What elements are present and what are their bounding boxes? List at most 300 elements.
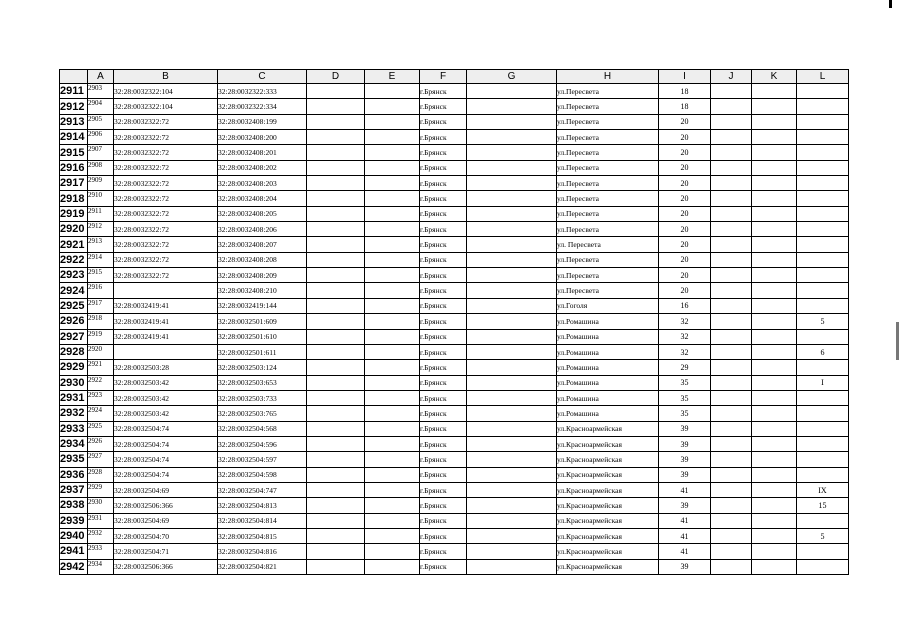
- cell-a[interactable]: 2928: [88, 467, 114, 482]
- cell-l[interactable]: [797, 436, 849, 451]
- cell-d[interactable]: [307, 176, 365, 191]
- cell-d[interactable]: [307, 314, 365, 329]
- cell-d[interactable]: [307, 84, 365, 99]
- cell-k[interactable]: [752, 145, 797, 160]
- cell-a[interactable]: 2903: [88, 84, 114, 99]
- cell-c[interactable]: 32:28:0032408:209: [218, 268, 307, 283]
- cell-f[interactable]: г.Брянск: [420, 252, 467, 267]
- cell-k[interactable]: [752, 406, 797, 421]
- cell-i[interactable]: 41: [659, 513, 711, 528]
- cell-f[interactable]: г.Брянск: [420, 283, 467, 298]
- cell-d[interactable]: [307, 406, 365, 421]
- cell-c[interactable]: 32:28:0032501:609: [218, 314, 307, 329]
- cell-a[interactable]: 2929: [88, 482, 114, 497]
- cell-j[interactable]: [711, 145, 752, 160]
- cell-e[interactable]: [365, 559, 420, 574]
- cell-c[interactable]: 32:28:0032419:144: [218, 298, 307, 313]
- cell-l[interactable]: [797, 84, 849, 99]
- cell-g[interactable]: [467, 191, 557, 206]
- cell-g[interactable]: [467, 544, 557, 559]
- cell-e[interactable]: [365, 452, 420, 467]
- cell-a[interactable]: 2910: [88, 191, 114, 206]
- cell-g[interactable]: [467, 421, 557, 436]
- cell-e[interactable]: [365, 528, 420, 543]
- cell-j[interactable]: [711, 176, 752, 191]
- cell-f[interactable]: г.Брянск: [420, 375, 467, 390]
- cell-j[interactable]: [711, 390, 752, 405]
- cell-g[interactable]: [467, 314, 557, 329]
- cell-g[interactable]: [467, 206, 557, 221]
- cell-f[interactable]: г.Брянск: [420, 145, 467, 160]
- cell-i[interactable]: 32: [659, 314, 711, 329]
- cell-h[interactable]: ул.Гоголя: [557, 298, 659, 313]
- cell-i[interactable]: 20: [659, 191, 711, 206]
- cell-e[interactable]: [365, 498, 420, 513]
- cell-g[interactable]: [467, 467, 557, 482]
- cell-i[interactable]: 20: [659, 268, 711, 283]
- cell-d[interactable]: [307, 559, 365, 574]
- cell-i[interactable]: 18: [659, 84, 711, 99]
- column-header-c[interactable]: C: [218, 70, 307, 84]
- cell-k[interactable]: [752, 436, 797, 451]
- cell-i[interactable]: 18: [659, 99, 711, 114]
- row-number-cell[interactable]: 2920: [60, 222, 88, 237]
- cell-k[interactable]: [752, 176, 797, 191]
- cell-e[interactable]: [365, 390, 420, 405]
- cell-c[interactable]: 32:28:0032504:597: [218, 452, 307, 467]
- column-header-f[interactable]: F: [420, 70, 467, 84]
- cell-d[interactable]: [307, 375, 365, 390]
- cell-l[interactable]: [797, 283, 849, 298]
- cell-a[interactable]: 2907: [88, 145, 114, 160]
- cell-g[interactable]: [467, 237, 557, 252]
- cell-k[interactable]: [752, 360, 797, 375]
- cell-l[interactable]: 6: [797, 344, 849, 359]
- cell-c[interactable]: 32:28:0032408:206: [218, 222, 307, 237]
- row-number-cell[interactable]: 2936: [60, 467, 88, 482]
- cell-j[interactable]: [711, 482, 752, 497]
- cell-b[interactable]: 32:28:0032503:42: [114, 390, 218, 405]
- cell-a[interactable]: 2917: [88, 298, 114, 313]
- cell-b[interactable]: 32:28:0032506:366: [114, 559, 218, 574]
- cell-l[interactable]: 15: [797, 498, 849, 513]
- cell-h[interactable]: ул.Красноармейская: [557, 498, 659, 513]
- cell-a[interactable]: 2909: [88, 176, 114, 191]
- cell-b[interactable]: 32:28:0032504:71: [114, 544, 218, 559]
- cell-k[interactable]: [752, 206, 797, 221]
- cell-h[interactable]: ул.Ромашина: [557, 329, 659, 344]
- row-number-cell[interactable]: 2916: [60, 160, 88, 175]
- cell-a[interactable]: 2934: [88, 559, 114, 574]
- cell-k[interactable]: [752, 160, 797, 175]
- cell-j[interactable]: [711, 237, 752, 252]
- cell-a[interactable]: 2912: [88, 222, 114, 237]
- cell-b[interactable]: 32:28:0032504:69: [114, 513, 218, 528]
- cell-d[interactable]: [307, 513, 365, 528]
- cell-l[interactable]: [797, 160, 849, 175]
- cell-d[interactable]: [307, 498, 365, 513]
- cell-l[interactable]: I: [797, 375, 849, 390]
- cell-d[interactable]: [307, 360, 365, 375]
- cell-a[interactable]: 2904: [88, 99, 114, 114]
- cell-h[interactable]: ул.Красноармейская: [557, 421, 659, 436]
- cell-f[interactable]: г.Брянск: [420, 114, 467, 129]
- cell-b[interactable]: 32:28:0032504:74: [114, 452, 218, 467]
- cell-l[interactable]: [797, 298, 849, 313]
- cell-g[interactable]: [467, 84, 557, 99]
- cell-a[interactable]: 2906: [88, 130, 114, 145]
- cell-h[interactable]: ул.Ромашина: [557, 344, 659, 359]
- cell-l[interactable]: [797, 191, 849, 206]
- cell-j[interactable]: [711, 314, 752, 329]
- cell-k[interactable]: [752, 421, 797, 436]
- cell-g[interactable]: [467, 99, 557, 114]
- cell-h[interactable]: ул.Красноармейская: [557, 559, 659, 574]
- cell-c[interactable]: 32:28:0032503:653: [218, 375, 307, 390]
- row-number-cell[interactable]: 2940: [60, 528, 88, 543]
- cell-i[interactable]: 20: [659, 237, 711, 252]
- column-header-e[interactable]: E: [365, 70, 420, 84]
- cell-l[interactable]: [797, 114, 849, 129]
- cell-e[interactable]: [365, 436, 420, 451]
- cell-k[interactable]: [752, 482, 797, 497]
- cell-h[interactable]: ул. Пересвета: [557, 237, 659, 252]
- cell-l[interactable]: IX: [797, 482, 849, 497]
- cell-g[interactable]: [467, 222, 557, 237]
- cell-k[interactable]: [752, 513, 797, 528]
- cell-l[interactable]: [797, 544, 849, 559]
- cell-g[interactable]: [467, 482, 557, 497]
- cell-i[interactable]: 41: [659, 482, 711, 497]
- cell-a[interactable]: 2933: [88, 544, 114, 559]
- cell-b[interactable]: 32:28:0032419:41: [114, 298, 218, 313]
- cell-k[interactable]: [752, 559, 797, 574]
- cell-l[interactable]: [797, 176, 849, 191]
- cell-a[interactable]: 2921: [88, 360, 114, 375]
- cell-g[interactable]: [467, 298, 557, 313]
- cell-g[interactable]: [467, 528, 557, 543]
- corner-header-cell[interactable]: [60, 70, 88, 84]
- cell-e[interactable]: [365, 344, 420, 359]
- cell-j[interactable]: [711, 544, 752, 559]
- cell-b[interactable]: 32:28:0032503:42: [114, 375, 218, 390]
- cell-a[interactable]: 2931: [88, 513, 114, 528]
- cell-j[interactable]: [711, 252, 752, 267]
- column-header-l[interactable]: L: [797, 70, 849, 84]
- cell-d[interactable]: [307, 436, 365, 451]
- cell-j[interactable]: [711, 206, 752, 221]
- cell-e[interactable]: [365, 99, 420, 114]
- column-header-g[interactable]: G: [467, 70, 557, 84]
- cell-l[interactable]: [797, 99, 849, 114]
- cell-l[interactable]: [797, 268, 849, 283]
- cell-k[interactable]: [752, 375, 797, 390]
- cell-c[interactable]: 32:28:0032408:205: [218, 206, 307, 221]
- cell-e[interactable]: [365, 237, 420, 252]
- cell-c[interactable]: 32:28:0032504:568: [218, 421, 307, 436]
- cell-k[interactable]: [752, 84, 797, 99]
- cell-e[interactable]: [365, 130, 420, 145]
- cell-b[interactable]: 32:28:0032322:72: [114, 252, 218, 267]
- cell-i[interactable]: 39: [659, 498, 711, 513]
- cell-h[interactable]: ул.Пересвета: [557, 130, 659, 145]
- cell-c[interactable]: 32:28:0032322:333: [218, 84, 307, 99]
- cell-l[interactable]: [797, 452, 849, 467]
- cell-b[interactable]: 32:28:0032322:72: [114, 114, 218, 129]
- cell-l[interactable]: [797, 390, 849, 405]
- cell-c[interactable]: 32:28:0032408:207: [218, 237, 307, 252]
- cell-f[interactable]: г.Брянск: [420, 329, 467, 344]
- cell-e[interactable]: [365, 283, 420, 298]
- row-number-cell[interactable]: 2930: [60, 375, 88, 390]
- cell-b[interactable]: 32:28:0032506:366: [114, 498, 218, 513]
- cell-l[interactable]: [797, 130, 849, 145]
- column-header-h[interactable]: H: [557, 70, 659, 84]
- cell-h[interactable]: ул.Пересвета: [557, 160, 659, 175]
- cell-g[interactable]: [467, 559, 557, 574]
- cell-f[interactable]: г.Брянск: [420, 421, 467, 436]
- cell-f[interactable]: г.Брянск: [420, 160, 467, 175]
- row-number-cell[interactable]: 2914: [60, 130, 88, 145]
- cell-c[interactable]: 32:28:0032408:200: [218, 130, 307, 145]
- cell-g[interactable]: [467, 114, 557, 129]
- cell-i[interactable]: 20: [659, 176, 711, 191]
- cell-k[interactable]: [752, 99, 797, 114]
- cell-g[interactable]: [467, 329, 557, 344]
- cell-h[interactable]: ул.Пересвета: [557, 145, 659, 160]
- cell-g[interactable]: [467, 130, 557, 145]
- cell-e[interactable]: [365, 360, 420, 375]
- cell-i[interactable]: 39: [659, 436, 711, 451]
- cell-j[interactable]: [711, 298, 752, 313]
- cell-f[interactable]: г.Брянск: [420, 222, 467, 237]
- cell-b[interactable]: 32:28:0032322:104: [114, 84, 218, 99]
- cell-b[interactable]: 32:28:0032503:42: [114, 406, 218, 421]
- cell-d[interactable]: [307, 544, 365, 559]
- cell-b[interactable]: 32:28:0032504:70: [114, 528, 218, 543]
- cell-i[interactable]: 35: [659, 406, 711, 421]
- cell-l[interactable]: [797, 206, 849, 221]
- row-number-cell[interactable]: 2926: [60, 314, 88, 329]
- cell-l[interactable]: [797, 237, 849, 252]
- column-header-i[interactable]: I: [659, 70, 711, 84]
- cell-h[interactable]: ул.Красноармейская: [557, 544, 659, 559]
- cell-k[interactable]: [752, 268, 797, 283]
- cell-i[interactable]: 29: [659, 360, 711, 375]
- cell-e[interactable]: [365, 298, 420, 313]
- cell-b[interactable]: 32:28:0032322:72: [114, 237, 218, 252]
- cell-l[interactable]: [797, 145, 849, 160]
- cell-a[interactable]: 2914: [88, 252, 114, 267]
- cell-k[interactable]: [752, 237, 797, 252]
- cell-l[interactable]: 5: [797, 528, 849, 543]
- cell-l[interactable]: [797, 222, 849, 237]
- cell-f[interactable]: г.Брянск: [420, 360, 467, 375]
- cell-i[interactable]: 35: [659, 375, 711, 390]
- cell-g[interactable]: [467, 252, 557, 267]
- cell-a[interactable]: 2923: [88, 390, 114, 405]
- cell-i[interactable]: 32: [659, 344, 711, 359]
- cell-k[interactable]: [752, 329, 797, 344]
- cell-d[interactable]: [307, 252, 365, 267]
- cell-e[interactable]: [365, 206, 420, 221]
- cell-d[interactable]: [307, 191, 365, 206]
- cell-f[interactable]: г.Брянск: [420, 544, 467, 559]
- cell-j[interactable]: [711, 344, 752, 359]
- cell-a[interactable]: 2905: [88, 114, 114, 129]
- row-number-cell[interactable]: 2937: [60, 482, 88, 497]
- cell-d[interactable]: [307, 145, 365, 160]
- cell-k[interactable]: [752, 498, 797, 513]
- cell-a[interactable]: 2911: [88, 206, 114, 221]
- cell-b[interactable]: 32:28:0032322:72: [114, 206, 218, 221]
- cell-a[interactable]: 2924: [88, 406, 114, 421]
- cell-b[interactable]: 32:28:0032504:74: [114, 421, 218, 436]
- cell-l[interactable]: [797, 252, 849, 267]
- cell-f[interactable]: г.Брянск: [420, 237, 467, 252]
- cell-b[interactable]: [114, 344, 218, 359]
- cell-h[interactable]: ул.Ромашина: [557, 360, 659, 375]
- cell-k[interactable]: [752, 298, 797, 313]
- cell-i[interactable]: 20: [659, 114, 711, 129]
- cell-c[interactable]: 32:28:0032504:815: [218, 528, 307, 543]
- cell-h[interactable]: ул.Пересвета: [557, 222, 659, 237]
- cell-i[interactable]: 32: [659, 329, 711, 344]
- cell-a[interactable]: 2932: [88, 528, 114, 543]
- cell-d[interactable]: [307, 222, 365, 237]
- row-number-cell[interactable]: 2917: [60, 176, 88, 191]
- cell-e[interactable]: [365, 268, 420, 283]
- cell-g[interactable]: [467, 513, 557, 528]
- row-number-cell[interactable]: 2921: [60, 237, 88, 252]
- cell-d[interactable]: [307, 206, 365, 221]
- cell-k[interactable]: [752, 544, 797, 559]
- cell-f[interactable]: г.Брянск: [420, 528, 467, 543]
- cell-j[interactable]: [711, 130, 752, 145]
- cell-h[interactable]: ул.Пересвета: [557, 114, 659, 129]
- cell-l[interactable]: [797, 360, 849, 375]
- cell-h[interactable]: ул.Ромашина: [557, 314, 659, 329]
- cell-e[interactable]: [365, 329, 420, 344]
- cell-a[interactable]: 2920: [88, 344, 114, 359]
- row-number-cell[interactable]: 2924: [60, 283, 88, 298]
- cell-k[interactable]: [752, 314, 797, 329]
- cell-d[interactable]: [307, 482, 365, 497]
- cell-c[interactable]: 32:28:0032504:813: [218, 498, 307, 513]
- cell-b[interactable]: [114, 283, 218, 298]
- cell-b[interactable]: 32:28:0032322:72: [114, 191, 218, 206]
- cell-k[interactable]: [752, 114, 797, 129]
- cell-g[interactable]: [467, 268, 557, 283]
- cell-i[interactable]: 39: [659, 452, 711, 467]
- cell-k[interactable]: [752, 191, 797, 206]
- cell-c[interactable]: 32:28:0032504:821: [218, 559, 307, 574]
- cell-d[interactable]: [307, 283, 365, 298]
- cell-i[interactable]: 20: [659, 222, 711, 237]
- cell-a[interactable]: 2930: [88, 498, 114, 513]
- cell-c[interactable]: 32:28:0032503:765: [218, 406, 307, 421]
- cell-h[interactable]: ул.Пересвета: [557, 283, 659, 298]
- cell-l[interactable]: [797, 329, 849, 344]
- cell-g[interactable]: [467, 375, 557, 390]
- cell-c[interactable]: 32:28:0032504:596: [218, 436, 307, 451]
- cell-h[interactable]: ул.Красноармейская: [557, 482, 659, 497]
- row-number-cell[interactable]: 2915: [60, 145, 88, 160]
- row-number-cell[interactable]: 2925: [60, 298, 88, 313]
- cell-e[interactable]: [365, 513, 420, 528]
- cell-c[interactable]: 32:28:0032504:814: [218, 513, 307, 528]
- cell-c[interactable]: 32:28:0032504:747: [218, 482, 307, 497]
- cell-i[interactable]: 20: [659, 130, 711, 145]
- cell-f[interactable]: г.Брянск: [420, 298, 467, 313]
- cell-c[interactable]: 32:28:0032408:203: [218, 176, 307, 191]
- cell-c[interactable]: 32:28:0032501:610: [218, 329, 307, 344]
- row-number-cell[interactable]: 2933: [60, 421, 88, 436]
- cell-d[interactable]: [307, 329, 365, 344]
- cell-k[interactable]: [752, 528, 797, 543]
- cell-i[interactable]: 35: [659, 390, 711, 405]
- cell-e[interactable]: [365, 84, 420, 99]
- cell-j[interactable]: [711, 160, 752, 175]
- cell-d[interactable]: [307, 160, 365, 175]
- cell-l[interactable]: [797, 406, 849, 421]
- cell-g[interactable]: [467, 436, 557, 451]
- cell-h[interactable]: ул.Красноармейская: [557, 528, 659, 543]
- cell-g[interactable]: [467, 145, 557, 160]
- row-number-cell[interactable]: 2913: [60, 114, 88, 129]
- cell-a[interactable]: 2918: [88, 314, 114, 329]
- cell-c[interactable]: 32:28:0032501:611: [218, 344, 307, 359]
- cell-b[interactable]: 32:28:0032504:74: [114, 467, 218, 482]
- cell-h[interactable]: ул.Пересвета: [557, 252, 659, 267]
- cell-j[interactable]: [711, 84, 752, 99]
- cell-f[interactable]: г.Брянск: [420, 84, 467, 99]
- cell-b[interactable]: 32:28:0032322:72: [114, 176, 218, 191]
- cell-d[interactable]: [307, 467, 365, 482]
- cell-f[interactable]: г.Брянск: [420, 559, 467, 574]
- cell-a[interactable]: 2908: [88, 160, 114, 175]
- cell-f[interactable]: г.Брянск: [420, 191, 467, 206]
- cell-h[interactable]: ул.Пересвета: [557, 191, 659, 206]
- cell-f[interactable]: г.Брянск: [420, 206, 467, 221]
- column-header-b[interactable]: B: [114, 70, 218, 84]
- cell-h[interactable]: ул.Пересвета: [557, 206, 659, 221]
- cell-j[interactable]: [711, 528, 752, 543]
- cell-k[interactable]: [752, 390, 797, 405]
- cell-h[interactable]: ул.Ромашина: [557, 390, 659, 405]
- cell-f[interactable]: г.Брянск: [420, 268, 467, 283]
- cell-i[interactable]: 20: [659, 160, 711, 175]
- cell-l[interactable]: [797, 421, 849, 436]
- cell-j[interactable]: [711, 513, 752, 528]
- cell-c[interactable]: 32:28:0032408:202: [218, 160, 307, 175]
- cell-h[interactable]: ул.Красноармейская: [557, 436, 659, 451]
- cell-b[interactable]: 32:28:0032504:69: [114, 482, 218, 497]
- cell-e[interactable]: [365, 482, 420, 497]
- cell-i[interactable]: 20: [659, 145, 711, 160]
- cell-f[interactable]: г.Брянск: [420, 314, 467, 329]
- cell-e[interactable]: [365, 191, 420, 206]
- cell-k[interactable]: [752, 222, 797, 237]
- cell-d[interactable]: [307, 452, 365, 467]
- row-number-cell[interactable]: 2929: [60, 360, 88, 375]
- cell-a[interactable]: 2925: [88, 421, 114, 436]
- cell-h[interactable]: ул.Ромашина: [557, 375, 659, 390]
- cell-g[interactable]: [467, 344, 557, 359]
- cell-a[interactable]: 2926: [88, 436, 114, 451]
- row-number-cell[interactable]: 2934: [60, 436, 88, 451]
- cell-f[interactable]: г.Брянск: [420, 99, 467, 114]
